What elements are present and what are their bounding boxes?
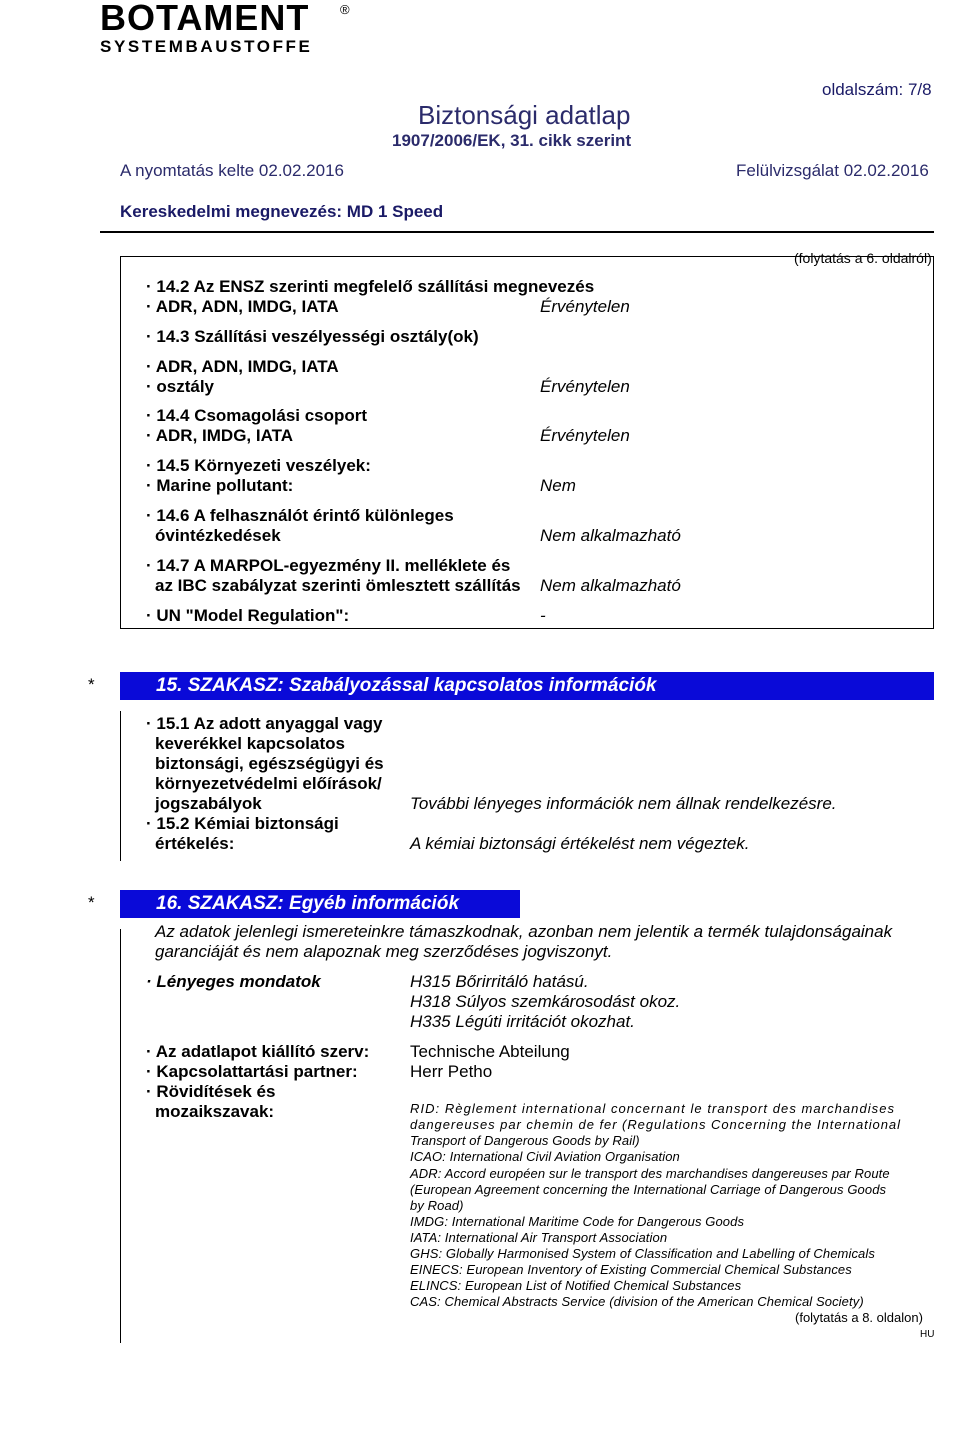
header-divider [100,231,934,233]
s15-1-line2: keverékkel kapcsolatos [155,734,345,753]
s16-heading-bar: 16. SZAKASZ: Egyéb információk [120,890,520,918]
s14-un-label: · UN "Model Regulation": [146,606,350,625]
s15-2-value: A kémiai biztonsági értékelést nem végeztek. [410,834,750,853]
s14-3-class-label: · osztály [146,377,215,396]
abbr-line: GHS: Globally Harmonised System of Classification and Labelling of Chemicals [410,1246,875,1261]
s15-1-line4: környezetvédelmi előírások/ [155,774,382,793]
s16-abbr-label-line1: · Rövidítések és [146,1082,276,1101]
brand-logo: BOTAMENT [100,0,310,38]
s15-2-line2: értékelés: [155,834,235,853]
print-date: A nyomtatás kelte 02.02.2016 [120,161,344,180]
s16-abbr-label-line2: mozaikszavak: [155,1102,275,1121]
continued-from: (folytatás a 6. oldalról) [794,250,932,266]
s14-3-modes: · ADR, ADN, IMDG, IATA [146,357,339,376]
s14-6-value: Nem alkalmazható [540,526,681,545]
registered-mark: ® [340,2,350,17]
s16-contact-value: Herr Petho [410,1062,493,1081]
s15-change-marker: * [88,675,95,694]
abbr-line: RID: Règlement international concernant le transport des marchandises [410,1101,896,1116]
s15-2-line1: · 15.2 Kémiai biztonsági [146,814,339,833]
s14-7-label: az IBC szabályzat szerinti ömlesztett szállítás [155,576,521,595]
s14-3-class-value: Érvénytelen [540,377,630,396]
abbr-line: ICAO: International Civil Aviation Organisation [410,1149,680,1164]
continued-to: (folytatás a 8. oldalon) [795,1310,923,1325]
abbr-line: by Road) [410,1198,464,1213]
s16-contact-label: · Kapcsolattartási partner: [146,1062,358,1081]
s16-phrase-3: H335 Légúti irritációt okozhat. [410,1012,635,1031]
s14-5-heading: · 14.5 Környezeti veszélyek: [146,456,371,475]
s14-5-label: · Marine pollutant: [146,476,294,495]
s14-2-value: Érvénytelen [540,297,630,316]
s16-change-marker: * [88,893,95,912]
s16-intro-line1: Az adatok jelenlegi ismereteinkre támaszkodnak, azonban nem jelentik a termék tulajdonságainak [155,922,893,941]
abbr-line: EINECS: European Inventory of Existing Commercial Chemical Substances [410,1262,852,1277]
s15-left-rule [120,711,121,861]
abbr-line: dangereuses par chemin de fer (Regulations Concerning the International [410,1117,901,1132]
document-title: Biztonsági adatlap [418,100,631,130]
s16-phrases-label: · Lényeges mondatok [146,972,321,991]
s16-phrase-1: H315 Bőrirritáló hatású. [410,972,589,991]
abbr-line: (European Agreement concerning the International Carriage of Dangerous Goods [410,1182,887,1197]
abbr-line: IMDG: International Maritime Code for Dangerous Goods [410,1214,745,1229]
s15-1-line5: jogszabályok [155,794,262,813]
abbr-line: IATA: International Air Transport Association [410,1230,668,1245]
regulation-subtitle: 1907/2006/EK, 31. cikk szerint [392,131,632,150]
s14-un-value: - [540,606,546,625]
s14-4-heading: · 14.4 Csomagolási csoport [146,406,368,425]
s14-2-label: · ADR, ADN, IMDG, IATA [146,297,339,316]
s14-6-heading: · 14.6 A felhasználót érintő különleges [146,506,454,525]
s16-intro-line2: garanciáját és nem alapoznak meg szerződéses jogviszonyt. [155,942,613,961]
s14-2-heading: · 14.2 Az ENSZ szerinti megfelelő szállítási megnevezés [146,277,595,296]
s14-7-value: Nem alkalmazható [540,576,681,595]
trade-name: Kereskedelmi megnevezés: MD 1 Speed [120,202,444,221]
s14-3-heading: · 14.3 Szállítási veszélyességi osztály(ok) [146,327,479,346]
abbr-line: CAS: Chemical Abstracts Service (division of the American Chemical Society) [410,1294,864,1309]
s16-left-rule [120,929,121,1343]
abbr-line: ADR: Accord européen sur le transport des marchandises dangereuses par Route [410,1166,890,1181]
brand-subtitle: SYSTEMBAUSTOFFE [100,37,313,56]
s15-heading-bar: 15. SZAKASZ: Szabályozással kapcsolatos információk [120,672,934,700]
s14-5-value: Nem [540,476,576,495]
s15-1-line1: · 15.1 Az adott anyaggal vagy [146,714,383,733]
s14-4-label: · ADR, IMDG, IATA [146,426,293,445]
s16-issuer-value: Technische Abteilung [410,1042,570,1061]
s16-phrase-2: H318 Súlyos szemkárosodást okoz. [410,992,681,1011]
s15-1-line3: biztonsági, egészségügyi és [155,754,384,773]
s14-6-label: óvintézkedések [155,526,281,545]
revision-date: Felülvizsgálat 02.02.2016 [736,161,929,180]
s14-7-heading: · 14.7 A MARPOL-egyezmény II. melléklete és [146,556,511,575]
language-code: HU [920,1329,935,1340]
abbr-line: ELINCS: European List of Notified Chemical Substances [410,1278,742,1293]
abbr-line: Transport of Dangerous Goods by Rail) [410,1133,640,1148]
s14-4-value: Érvénytelen [540,426,630,445]
page-number: oldalszám: 7/8 [822,80,932,99]
s15-1-value: További lényeges információk nem állnak rendelkezésre. [410,794,837,813]
s16-issuer-label: · Az adatlapot kiállító szerv: [146,1042,370,1061]
